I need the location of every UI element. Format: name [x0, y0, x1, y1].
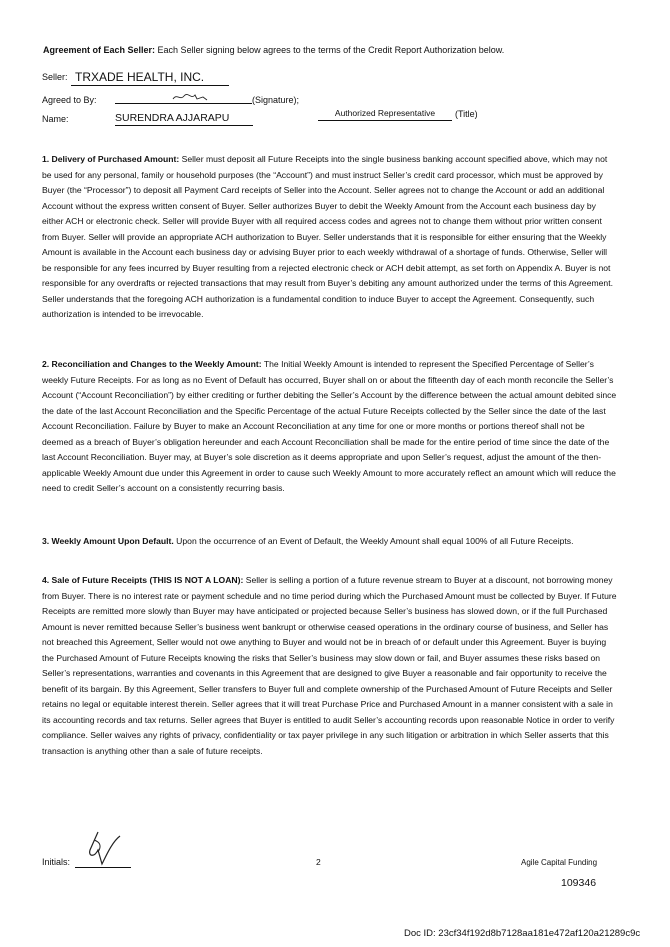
- signature-mark: [171, 91, 211, 103]
- section-weekly-default: [42, 531, 617, 552]
- signature-line: [115, 93, 252, 104]
- section-reconciliation: [42, 357, 617, 497]
- initials-mark: [80, 828, 124, 868]
- title-suffix: (Title): [455, 109, 478, 119]
- signature-suffix: (Signature);: [252, 95, 300, 105]
- seller-field: [71, 70, 229, 86]
- agreement-intro: [43, 45, 643, 55]
- section-heading: 3. Weekly Amount Upon Default.: [42, 536, 174, 546]
- section-text: The Initial Weekly Amount is intended to represent the Specified Percentage of Seller’s weekly Future Receipts. For as long as no Event of Default has occurred, Buyer shall on or about the fifteenth day of each month reconcile the Seller’s Account (“Account Reconciliation”) by either crediting or further debiting the Seller’s Account by the difference between the actual amount debited since the date of the last Account Reconciliation and the Specific Percentage of the actual Future Receipts collected by the Seller since the date of the last Account Reconciliation. Failure by Buyer to make an Account Reconciliation at any time for one or more months or portions thereof shall not be deemed as a breach of Buyer’s obligation hereunder and each Account Reconciliation shall be made for the entire period of time since the date of the last Account Reconciliation. Buyer may, at Buyer’s sole discretion as it deems appropriate and upon Seller’s request, adjust the amount of the then- applicable Weekly Amount due under this Agreement in order to cause such Weekly Amount to more accurately reflect an amount which will reduce the need to credit Seller’s account on a consistently recurring basis.: [42, 359, 617, 493]
- section-heading: 2. Reconciliation and Changes to the Weekly Amount:: [42, 359, 262, 369]
- section-delivery: [42, 152, 617, 323]
- name-value: SURENDRA AJJARAPU: [115, 112, 230, 124]
- name-field: [115, 112, 253, 126]
- section-heading: 1. Delivery of Purchased Amount:: [42, 154, 180, 164]
- title-value: Authorized Representative: [334, 108, 436, 118]
- section-sale-of-receipts: [42, 573, 617, 759]
- section-text: Upon the occurrence of an Event of Default, the Weekly Amount shall equal 100% of all Future Receipts.: [173, 536, 574, 546]
- agreement-intro-heading: Agreement of Each Seller:: [43, 45, 156, 55]
- seller-value: TRXADE HEALTH, INC.: [75, 70, 205, 84]
- section-text: Seller is selling a portion of a future revenue stream to Buyer at a discount, not borrowing money from Buyer. There is no interest rate or payment schedule and no time period during which the Purchased Amount must be collected by Buyer. If Future Receipts are remitted more slowly than Buyer may have anticipated or projected because Seller’s business has slowed down, or if the full Purchased Amount is never remitted because Seller’s business went bankrupt or otherwise ceased operations in the ordinary course of business, and Seller has not breached this Agreement, Seller would not owe anything to Buyer and would not be in breach of or default under this Agreement. Buyer is buying the Purchased Amount of Future Receipts knowing the risks that Seller’s business may slow down or fail, and Buyer assumes these risks based on Seller’s representations, warranties and covenants in this Agreement that are designed to give Buyer a reasonable and fair opportunity to receive the benefit of its bargain. By this Agreement, Seller transfers to Buyer full and complete ownership of the Purchased Amount of Future Receipts and Seller retains no legal or equitable interest therein. Seller agrees that it will treat Purchase Price and Purchased Amount in a manner consistent with a sale in its accounting records and tax returns. Seller agrees that Buyer is entitled to audit Seller’s accounting records upon reasonable Notice in order to verify compliance. Seller waives any rights of privacy, confidentiality or tax payer privilege in any such litigation or arbitration in which Seller asserts that this transaction is anything other than a sale of future receipts.: [42, 575, 617, 756]
- seller-label: Seller:: [42, 72, 68, 82]
- page-number: 2: [316, 857, 321, 867]
- title-field: [318, 108, 452, 121]
- section-heading: 4. Sale of Future Receipts (THIS IS NOT A LOAN):: [42, 575, 244, 585]
- agreement-intro-text: Each Seller signing below agrees to the terms of the Credit Report Authorization below.: [155, 45, 505, 55]
- company-name: Agile Capital Funding: [521, 858, 598, 867]
- agreed-to-by-label: Agreed to By:: [42, 95, 97, 105]
- reference-number: 109346: [561, 877, 597, 889]
- name-label: Name:: [42, 114, 69, 124]
- initials-label: Initials:: [42, 857, 71, 867]
- section-text: Seller must deposit all Future Receipts into the single business banking account specified above, which may not be used for any personal, family or household purposes (the “Account”) and must instruct Seller’s credit card processor, which must be approved by Buyer (the “Processor”) to deposit all Payment Card receipts of Seller into the Account. Seller agrees not to change the Account or add an additional Account without the express written consent of Buyer. Seller authorizes Buyer to debit the Weekly Amount from the Account each business day by either ACH or electronic check. Seller will provide Buyer with all required access codes and agrees not to change them without prior written consent from Buyer. Seller will provide an appropriate ACH authorization to Buyer. Seller understands that it is responsible for either ensuring that the Weekly Amount is available in the Account each business day or advising Buyer prior to each weekly withdrawal of a shortage of funds. Otherwise, Seller will be responsible for any fees incurred by Buyer resulting from a rejected electronic check or ACH debit attempt, as set forth on Appendix A. Buyer is not responsible for any overdrafts or rejected transactions that may result from Buyer’s debiting any amount authorized under the terms of this Agreement. Seller understands that the foregoing ACH authorization is a fundamental condition to induce Buyer to accept the Agreement. Consequently, such authorization is intended to be irrevocable.: [42, 154, 613, 319]
- doc-id: Doc ID: 23cf34f192d8b7128aa181e472af120a21289c9c: [404, 928, 641, 939]
